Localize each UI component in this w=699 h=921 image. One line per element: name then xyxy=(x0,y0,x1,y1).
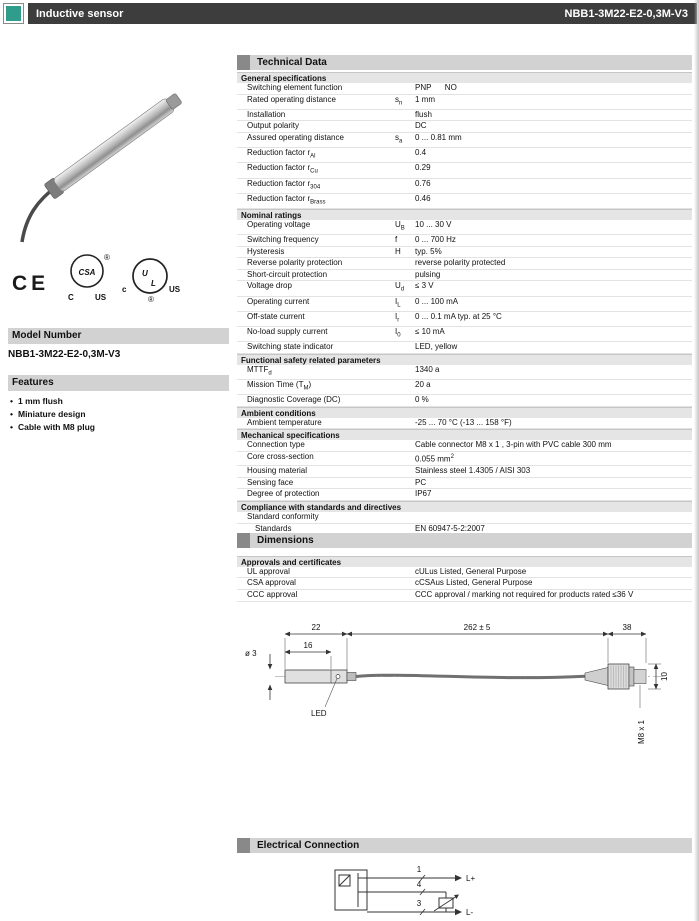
features-heading: Features xyxy=(8,375,229,391)
spec-label: Short-circuit protection xyxy=(247,269,328,279)
spec-row xyxy=(237,312,692,327)
spec-value: Stainless steel 1.4305 / AISI 303 xyxy=(415,466,531,476)
spec-section-heading: Nominal ratings xyxy=(237,209,692,220)
spec-section-heading: Compliance with standards and directives xyxy=(237,501,692,512)
spec-symbol xyxy=(395,148,415,162)
spec-label: UL approval xyxy=(247,566,290,576)
spec-row xyxy=(237,148,692,163)
wire-arrowhead-icon xyxy=(455,909,462,915)
dim-body-length-label: 22 xyxy=(311,623,321,632)
spec-value: 20 a xyxy=(415,380,431,389)
ce-mark: CE xyxy=(12,272,50,295)
spec-value: 0.29 xyxy=(415,163,431,173)
ul-circle xyxy=(133,259,167,293)
csa-registered-icon: ® xyxy=(104,253,110,262)
spec-value: 1340 a xyxy=(415,364,440,374)
brand-icon xyxy=(3,3,24,24)
spec-symbol xyxy=(395,258,415,269)
spec-row xyxy=(237,365,692,380)
spec-value: LED, yellow xyxy=(415,342,458,352)
spec-symbol xyxy=(395,489,415,500)
spec-label: Output polarity xyxy=(247,121,300,131)
dimensions-heading xyxy=(237,533,692,548)
dim-connector-diameter-label: 10 xyxy=(660,672,669,681)
spec-symbol xyxy=(395,466,415,477)
spec-label: Degree of protection xyxy=(247,489,320,499)
spec-label: Off-state current xyxy=(247,311,305,321)
section-chip-icon xyxy=(237,55,250,70)
technical-data-table xyxy=(237,72,692,602)
spec-section-heading: Mechanical specifications xyxy=(237,429,692,440)
certification-marks xyxy=(8,248,230,310)
spec-label: Diagnostic Coverage (DC) xyxy=(247,395,341,405)
spec-row xyxy=(237,133,692,148)
dimension-drawing xyxy=(237,552,692,832)
dim-connector-length-label: 38 xyxy=(622,623,632,632)
spec-value: Cable connector M8 x 1 , 3-pin with PVC cable 300 mm xyxy=(415,440,612,450)
spec-row xyxy=(237,297,692,312)
supply-minus-label: L- xyxy=(466,908,474,917)
spec-value: cCSAus Listed, General Purpose xyxy=(415,578,533,588)
spec-value: reverse polarity protected xyxy=(415,258,506,268)
spec-symbol: $s_a$ xyxy=(395,132,403,145)
spec-label: No-load supply current xyxy=(247,327,328,337)
spec-row xyxy=(237,327,692,342)
csa-us-text: US xyxy=(95,293,107,302)
spec-symbol: $U_d$ xyxy=(395,281,405,294)
section-chip-icon xyxy=(237,533,250,548)
spec-row xyxy=(237,418,692,430)
electrical-connection-title: Electrical Connection xyxy=(257,840,360,851)
sensor-body xyxy=(44,91,184,200)
spec-row xyxy=(237,163,692,178)
spec-label: Assured operating distance xyxy=(247,132,344,142)
ul-u-text: U xyxy=(142,269,148,278)
spec-label: Reduction factor $r_{Al}$ xyxy=(247,148,316,160)
spec-value: PC xyxy=(415,477,427,487)
ul-us-text: US xyxy=(169,285,181,294)
feature-item: • Cable with M8 plug xyxy=(10,421,95,434)
ul-c-text: c xyxy=(122,285,127,294)
spec-label: Reduction factor $r_{Brass}$ xyxy=(247,193,326,206)
spec-symbol: $s_n$ xyxy=(395,94,403,107)
spec-row xyxy=(237,95,692,110)
spec-value: 0 % xyxy=(415,395,429,405)
spec-symbol xyxy=(395,163,415,177)
spec-symbol xyxy=(395,121,415,132)
drawing-cable-sleeve xyxy=(347,673,356,681)
spec-value: 0 ... 700 Hz xyxy=(415,235,456,245)
spec-section-heading: Ambient conditions xyxy=(237,407,692,418)
spec-value: ≤ 3 V xyxy=(415,281,434,291)
spec-label: Housing material xyxy=(247,466,308,476)
spec-row xyxy=(237,478,692,490)
spec-label: Voltage drop xyxy=(247,281,292,291)
spec-row xyxy=(237,235,692,247)
spec-value: IP67 xyxy=(415,489,432,499)
spec-symbol xyxy=(395,440,415,451)
wire-arrowhead-icon xyxy=(455,875,462,881)
brand-icon-inner xyxy=(6,6,21,21)
pin3-label: 3 xyxy=(416,899,422,908)
spec-symbol: f xyxy=(395,235,398,245)
spec-value: 10 ... 30 V xyxy=(415,219,452,229)
spec-symbol xyxy=(395,418,415,429)
spec-row xyxy=(237,220,692,235)
header-bar xyxy=(28,3,697,24)
spec-symbol: $I_0$ xyxy=(395,327,401,339)
spec-value: PNP NO xyxy=(415,83,457,92)
spec-row xyxy=(237,179,692,194)
spec-row xyxy=(237,194,692,209)
spec-value: 0 ... 0.1 mA typ. at 25 °C xyxy=(415,311,502,321)
spec-symbol: $I_r$ xyxy=(395,311,400,324)
spec-symbol xyxy=(395,83,415,94)
feature-item: • Miniature design xyxy=(10,408,95,421)
spec-label: Ambient temperature xyxy=(247,417,322,427)
dim-diameter-label: ø 3 xyxy=(245,649,257,658)
spec-value: ≤ 10 mA xyxy=(415,327,445,337)
spec-row xyxy=(237,247,692,259)
spec-symbol: $U_B$ xyxy=(395,219,405,232)
spec-label: Reverse polarity protection xyxy=(247,258,343,268)
spec-label: CCC approval xyxy=(247,589,298,599)
spec-label: Operating voltage xyxy=(247,219,311,229)
spec-value: EN 60947-5-2:2007 xyxy=(415,523,485,533)
dim-thread-spec-label: M8 x 1 xyxy=(637,719,646,744)
ul-mark xyxy=(120,252,182,304)
spec-label: Installation xyxy=(247,109,286,119)
spec-row xyxy=(237,452,692,466)
led-label: LED xyxy=(311,709,327,718)
technical-data-heading xyxy=(237,55,692,70)
spec-value: 0.055 $mm^2$ xyxy=(415,453,454,464)
spec-symbol xyxy=(395,179,415,193)
spec-label: CSA approval xyxy=(247,578,296,588)
spec-value: flush xyxy=(415,109,432,119)
spec-value: DC xyxy=(415,121,427,131)
sensor-symbol xyxy=(335,870,367,910)
spec-value: pulsing xyxy=(415,269,441,279)
spec-symbol xyxy=(395,194,415,208)
electrical-connection-heading xyxy=(237,838,692,853)
spec-value: 1 mm xyxy=(415,94,435,104)
model-number-heading: Model Number xyxy=(8,328,229,344)
spec-label: Switching frequency xyxy=(247,235,319,245)
dimension-lines xyxy=(270,634,656,700)
wires xyxy=(367,878,455,912)
spec-row xyxy=(237,110,692,122)
spec-symbol xyxy=(395,512,415,523)
spec-row xyxy=(237,395,692,407)
spec-label: Reduction factor $r_{304}$ xyxy=(247,178,321,191)
spec-row xyxy=(237,440,692,452)
supply-plus-label: L+ xyxy=(466,874,476,883)
spec-symbol xyxy=(395,395,415,406)
spec-section-heading: Approvals and certificates xyxy=(237,556,692,567)
ul-l-text: L xyxy=(151,279,156,288)
features-list xyxy=(10,395,95,434)
load-arrowhead-icon xyxy=(454,895,459,900)
spec-row xyxy=(237,466,692,478)
spec-symbol xyxy=(395,365,415,379)
spec-row xyxy=(237,121,692,133)
spec-value: 0.4 xyxy=(415,148,427,158)
wiring-diagram xyxy=(325,858,515,920)
spec-symbol xyxy=(395,478,415,489)
section-chip-icon xyxy=(237,838,250,853)
drawing-cable xyxy=(356,675,585,677)
spec-label: Switching element function xyxy=(247,83,343,92)
spec-section-heading: General specifications xyxy=(237,72,692,83)
spec-label: Hysteresis xyxy=(247,246,285,256)
csa-c-text: C xyxy=(68,293,74,302)
spec-row xyxy=(237,281,692,296)
spec-row xyxy=(237,512,692,524)
product-photo xyxy=(8,40,230,245)
spec-row xyxy=(237,258,692,270)
product-type-title: Inductive sensor xyxy=(36,7,124,20)
spec-symbol xyxy=(395,380,415,394)
spec-label: Reduction factor $r_{Cu}$ xyxy=(247,163,318,175)
spec-label: Connection type xyxy=(247,440,305,450)
spec-label: Switching state indicator xyxy=(247,342,334,352)
spec-value: 0 ... 0.81 mm xyxy=(415,132,462,142)
spec-row xyxy=(237,380,692,395)
spec-value xyxy=(415,512,692,523)
spec-label: Mission Time $(T_M)$ xyxy=(247,380,312,392)
spec-value: -25 ... 70 °C (-13 ... 158 °F) xyxy=(415,417,512,427)
header-model-number: NBB1-3M22-E2-0,3M-V3 xyxy=(564,7,688,20)
spec-value: 0.46 xyxy=(415,193,431,203)
spec-value: 0 ... 100 mA xyxy=(415,296,459,306)
spec-symbol xyxy=(395,342,415,353)
spec-label: Standard conformity xyxy=(247,512,319,521)
spec-row xyxy=(237,270,692,282)
spec-label: Sensing face xyxy=(247,477,294,487)
spec-row xyxy=(237,489,692,501)
spec-label: Standards xyxy=(255,523,292,533)
spec-value: CCC approval / marking not required for products rated ≤36 V xyxy=(415,589,634,599)
spec-label: $MTTF_d$ xyxy=(247,364,272,377)
pin1-label: 1 xyxy=(416,865,422,874)
spec-row xyxy=(237,342,692,354)
spec-label: Core cross-section xyxy=(247,451,314,461)
technical-data-title: Technical Data xyxy=(257,57,327,68)
spec-value: typ. 5% xyxy=(415,246,442,256)
spec-symbol: H xyxy=(395,246,401,256)
dimensions-title: Dimensions xyxy=(257,535,314,546)
spec-row xyxy=(237,83,692,95)
csa-mark xyxy=(64,250,110,304)
dim-thread-length-label: 16 xyxy=(303,641,313,650)
dim-cable-length-label: 262 ± 5 xyxy=(463,623,491,632)
model-number-value: NBB1-3M22-E2-0,3M-V3 xyxy=(8,349,121,360)
pin4-label: 4 xyxy=(416,880,422,889)
drawing-connector xyxy=(585,664,646,689)
spec-value: 0.76 xyxy=(415,178,431,188)
header xyxy=(3,3,697,24)
csa-text: CSA xyxy=(78,268,96,277)
spec-symbol xyxy=(395,110,415,121)
spec-symbol: $I_L$ xyxy=(395,296,401,309)
spec-symbol xyxy=(395,270,415,281)
ul-registered-icon: ® xyxy=(148,295,154,304)
page-edge xyxy=(694,0,699,921)
spec-label: Rated operating distance xyxy=(247,94,336,104)
spec-label: Operating current xyxy=(247,296,310,306)
spec-symbol xyxy=(395,452,415,465)
drawing-led-dot xyxy=(336,675,340,679)
feature-item: • 1 mm flush xyxy=(10,395,95,408)
spec-section-heading: Functional safety related parameters xyxy=(237,354,692,365)
spec-value: cULus Listed, General Purpose xyxy=(415,566,527,576)
